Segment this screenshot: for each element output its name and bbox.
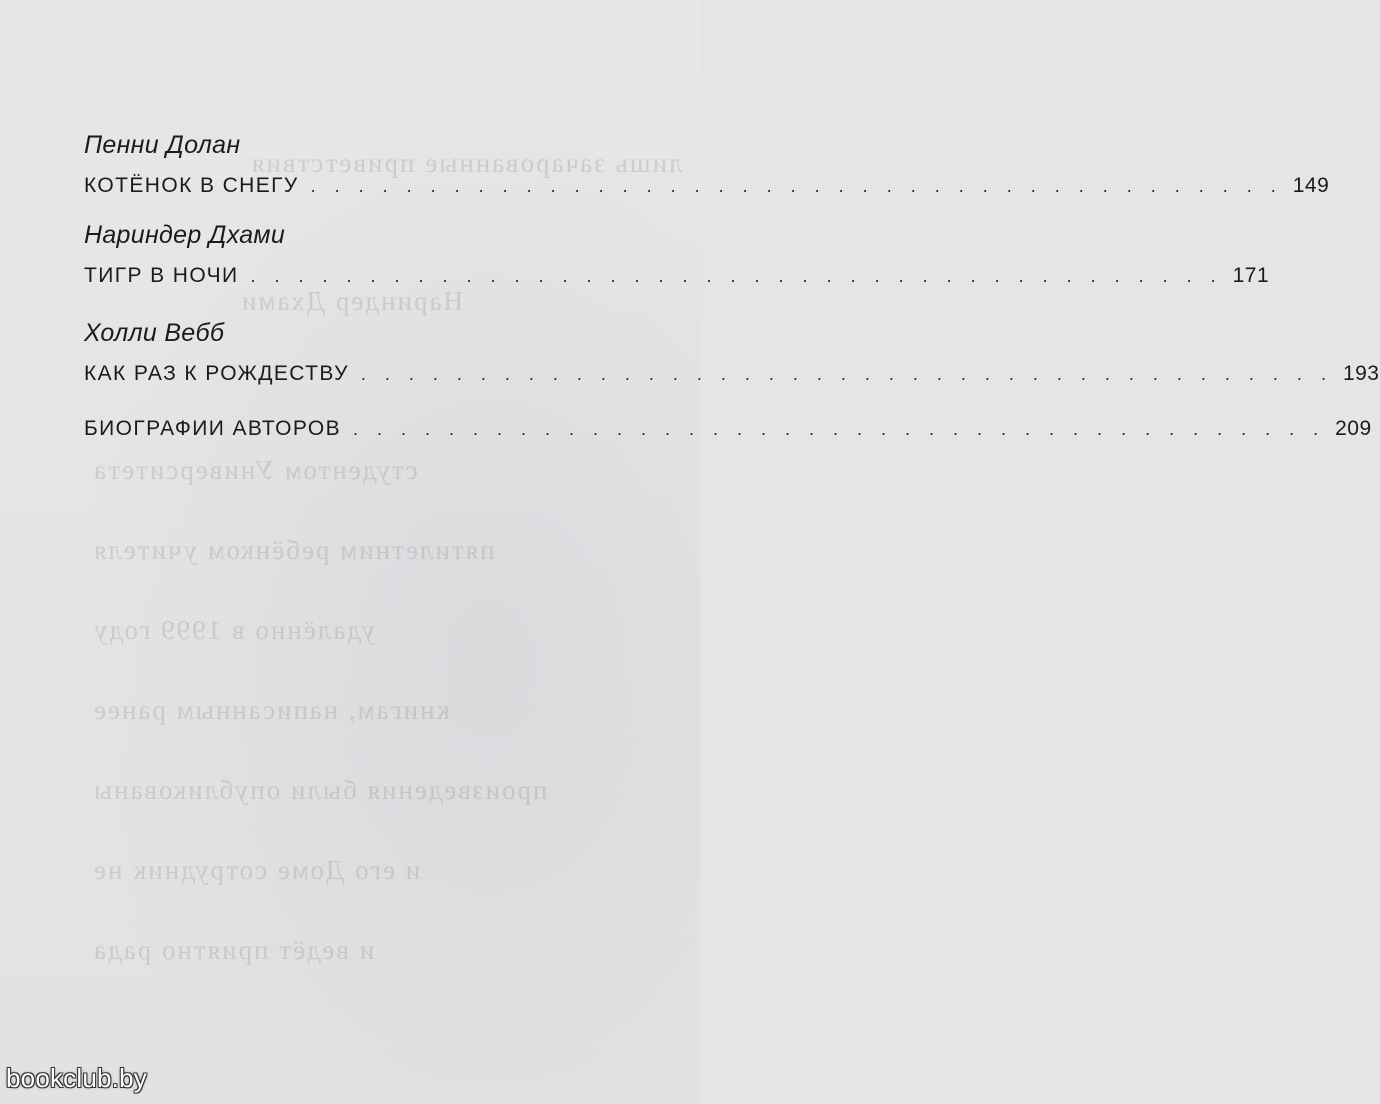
show-through-text: и ведёт приятно рада bbox=[92, 935, 375, 965]
toc-entry[interactable] bbox=[84, 262, 1270, 290]
toc-author: Холли Вебб bbox=[84, 319, 225, 347]
toc-entry[interactable] bbox=[84, 415, 1372, 443]
table-of-contents bbox=[84, 128, 1380, 443]
toc-page-number: 193 bbox=[1342, 362, 1380, 385]
dot-leader: . . . . . . . . . . . . . . . . . . . . . . . . . . . . . . . . . . . . . . . . . bbox=[310, 176, 1283, 196]
watermark-text: bookclub.by bbox=[6, 1063, 147, 1093]
show-through-text: Нариндер Дхами bbox=[240, 286, 463, 316]
toc-author: Пенни Долан bbox=[84, 131, 241, 159]
show-through-text: пятилетним ребёнком учителя bbox=[92, 535, 495, 565]
dot-leader: . . . . . . . . . . . . . . . . . . . . . . . . . . . . . . . . . . . . . . . . . bbox=[353, 419, 1326, 439]
dot-leader: . . . . . . . . . . . . . . . . . . . . . . . . . . . . . . . . . . . . . . . . . bbox=[360, 364, 1333, 384]
show-through-text: лишь зачарованные приветствия bbox=[250, 148, 683, 178]
toc-page-number: 149 bbox=[1292, 174, 1330, 197]
toc-entry[interactable] bbox=[84, 360, 1380, 388]
toc-page-number: 209 bbox=[1335, 417, 1372, 440]
dot-leader: . . . . . . . . . . . . . . . . . . . . . . . . . . . . . . . . . . . . . . . . . bbox=[250, 266, 1223, 286]
toc-entry-title: ТИГР В НОЧИ bbox=[84, 264, 239, 287]
toc-author: Нариндер Дхами bbox=[84, 221, 286, 249]
show-through-text: произведения были опубликованы bbox=[92, 775, 548, 805]
show-through-text: студентом Университета bbox=[92, 455, 418, 485]
show-through-text: и его Доме сотрудник не bbox=[92, 855, 421, 885]
toc-entry-title: БИОГРАФИИ АВТОРОВ bbox=[84, 417, 341, 440]
show-through-text: удалённо в 1999 году bbox=[92, 615, 375, 645]
toc-entry-title: КОТЁНОК В СНЕГУ bbox=[84, 174, 299, 197]
toc-page-number: 171 bbox=[1232, 264, 1270, 287]
toc-entry[interactable] bbox=[84, 172, 1330, 200]
show-through-text: книгам, написанным ранее bbox=[92, 695, 450, 725]
toc-entry-title: КАК РАЗ К РОЖДЕСТВУ bbox=[84, 362, 349, 385]
